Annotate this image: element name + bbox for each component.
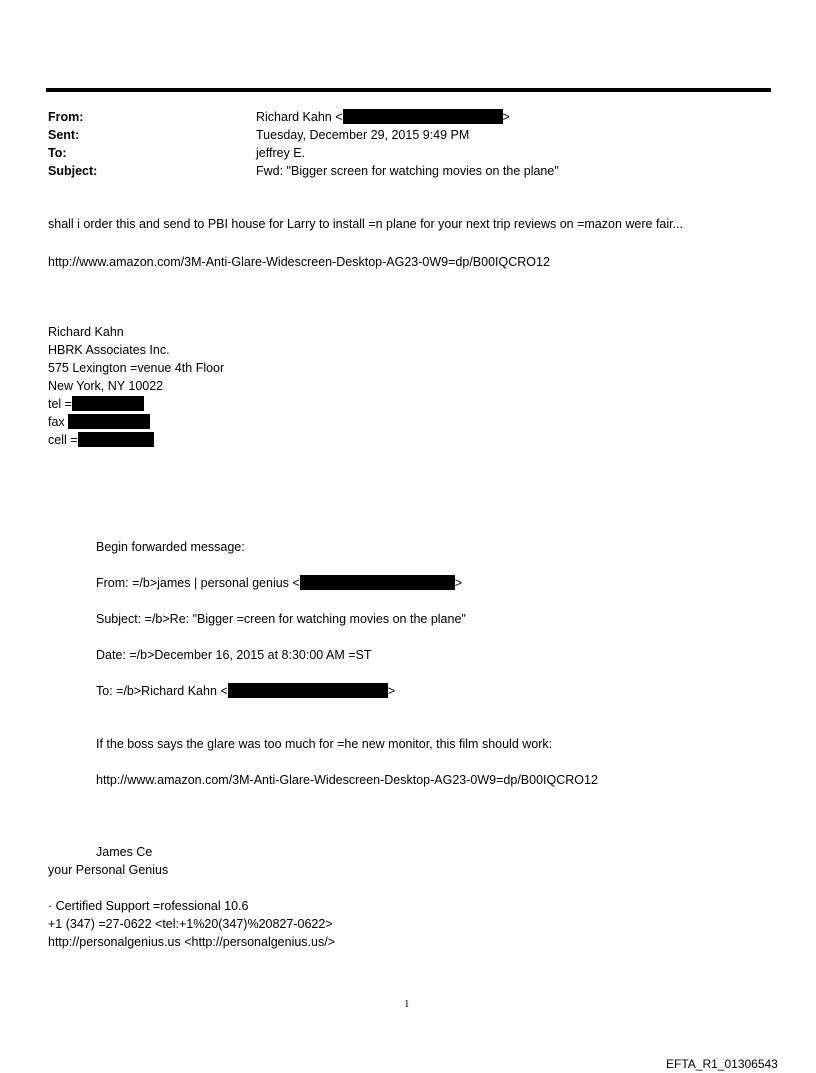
forward-to-close: > <box>387 684 395 698</box>
signature-tel <box>48 395 144 413</box>
forward-phone[interactable]: +1 (347) =27-0622 <tel:+1%20(347)%20827-0622> <box>48 917 333 931</box>
signature-address2: New York, NY 10022 <box>48 379 164 393</box>
signature-address1: 575 Lexington =venue 4th Floor <box>48 361 225 375</box>
subject-value: Fwd: "Bigger screen for watching movies on the plane" <box>256 164 559 178</box>
to-label: To: <box>48 146 67 160</box>
redaction-bar <box>72 396 144 411</box>
document-id: EFTA_R1_01306543 <box>666 1057 778 1071</box>
sent-label: Sent: <box>48 128 80 142</box>
redaction-bar <box>343 109 503 124</box>
forward-website[interactable]: http://personalgenius.us <http://personalgenius.us/> <box>48 935 335 949</box>
subject-label: Subject: <box>48 164 98 178</box>
body-text: shall i order this and send to PBI house for Larry to install =n plane for your next trip reviews on =mazon were fair... <box>48 217 684 231</box>
body-link[interactable]: http://www.amazon.com/3M-Anti-Glare-Widescreen-Desktop-AG23-0W9=dp/B00IQCRO12 <box>48 255 550 269</box>
forward-sig-title: your Personal Genius <box>48 863 169 877</box>
forward-date: Date: =/b>December 16, 2015 at 8:30:00 AM =ST <box>96 648 372 662</box>
forward-from-close: > <box>454 576 463 590</box>
forward-link[interactable]: http://www.amazon.com/3M-Anti-Glare-Widescreen-Desktop-AG23-0W9=dp/B00IQCRO12 <box>96 773 598 787</box>
from-value <box>256 108 510 126</box>
from-close: > <box>502 110 510 124</box>
cell-label: cell = <box>48 433 78 447</box>
to-value: jeffrey E. <box>256 146 306 160</box>
signature-name: Richard Kahn <box>48 325 124 339</box>
forward-from-text: From: =/b>james | personal genius < <box>96 576 300 590</box>
forward-subject: Subject: =/b>Re: "Bigger =creen for watching movies on the plane" <box>96 612 466 626</box>
page-number: 1 <box>404 998 410 1010</box>
forward-sig-name: James Ce <box>96 845 153 859</box>
redaction-bar <box>68 414 150 429</box>
redaction-bar <box>300 575 455 590</box>
forward-from <box>96 574 462 592</box>
from-label: From: <box>48 110 84 124</box>
forward-cert: · Certified Support =rofessional 10.6 <box>48 899 249 913</box>
signature-cell <box>48 431 154 449</box>
tel-label: tel = <box>48 397 72 411</box>
forward-to <box>96 682 395 700</box>
from-name: Richard Kahn < <box>256 110 343 124</box>
header-rule <box>46 88 771 92</box>
forward-to-text: To: =/b>Richard Kahn < <box>96 684 228 698</box>
redaction-bar <box>78 432 154 447</box>
forward-intro: Begin forwarded message: <box>96 540 245 554</box>
fax-label: fax <box>48 415 65 429</box>
forward-message: If the boss says the glare was too much for =he new monitor, this film should work: <box>96 737 553 751</box>
redaction-bar <box>228 683 388 698</box>
signature-company: HBRK Associates Inc. <box>48 343 170 357</box>
signature-fax <box>48 413 150 431</box>
sent-value: Tuesday, December 29, 2015 9:49 PM <box>256 128 470 142</box>
